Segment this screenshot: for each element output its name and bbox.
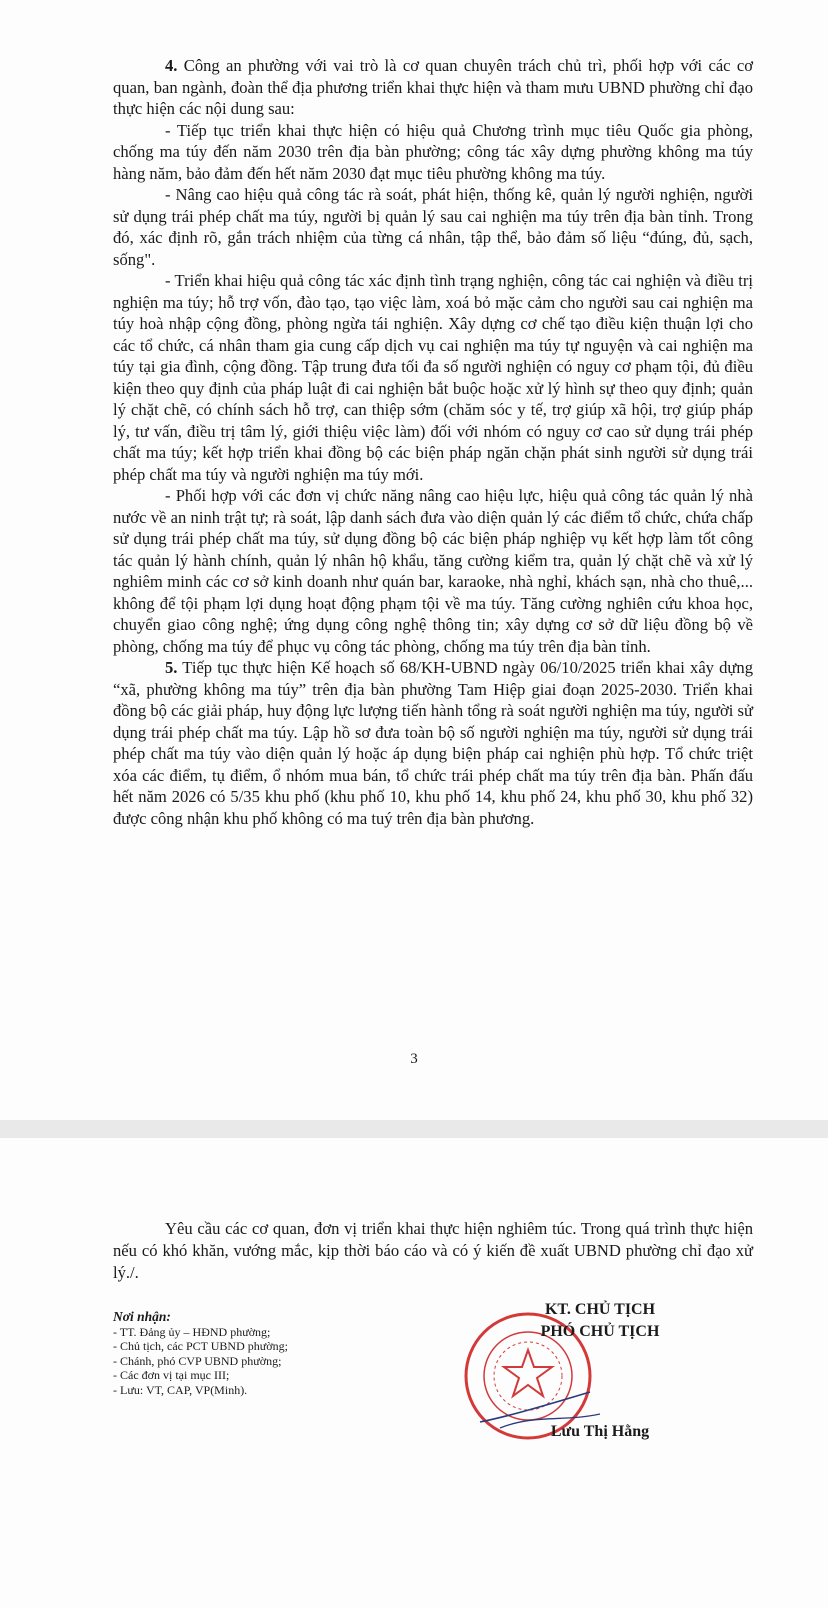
recipient-item: - Các đơn vị tại mục III; bbox=[113, 1368, 230, 1382]
paragraph-text: - Nâng cao hiệu quả công tác rà soát, phát hiện, thống kê, quản lý người nghiện, người sử dụng trái phép chất ma túy, người bị quản lý sau cai nghiện ma túy trên địa bàn tỉnh. Trong đó, xác định rõ, gắn trách nhiệm của từng cá nhân, tập thể, bảo đảm số liệu “đúng, đủ, sạch, sống". bbox=[113, 185, 753, 269]
paragraph-bullet bbox=[113, 120, 753, 185]
signature-block bbox=[440, 1301, 680, 1444]
sign-title-1: KT. CHỦ TỊCH bbox=[544, 1301, 656, 1318]
page-number: 3 bbox=[410, 1051, 418, 1067]
paragraph-bullet bbox=[113, 270, 753, 485]
recipient-item: - Chủ tịch, các PCT UBND phường; bbox=[113, 1339, 288, 1353]
item-number: 4. bbox=[165, 56, 178, 75]
paragraph-text: - Phối hợp với các đơn vị chức năng nâng cao hiệu lực, hiệu quả công tác quản lý nhà nước về an ninh trật tự; rà soát, lập danh sách đưa vào diện quản lý các điểm tổ chức, chứa chấp sử dụng trái phép chất ma túy, sử dụng đồng bộ các biện pháp nghiệp vụ kết hợp làm tốt công tác quản lý hành chính, quản lý nhân hộ khẩu, tăng cường kiểm tra, quản lý chặt chẽ và xử lý nghiêm minh các cơ sở kinh doanh như quán bar, karaoke, nhà nghỉ, khách sạn, nhà cho thuê,... không để tội phạm lợi dụng hoạt động phạm tội về ma túy. Tăng cường nghiên cứu khoa học, chuyển giao công nghệ; ứng dụng công nghệ thông tin; xây dựng cơ sở dữ liệu đồng bộ về phòng, chống ma túy để phục vụ công tác phòng, chống ma túy trên địa bàn tỉnh. bbox=[113, 486, 753, 656]
document-page-2 bbox=[0, 1138, 828, 1608]
body-text bbox=[113, 55, 753, 829]
recipient-item: - Chánh, phó CVP UBND phường; bbox=[113, 1353, 282, 1368]
paragraph-4 bbox=[113, 55, 753, 120]
paragraph-text: - Tiếp tục triển khai thực hiện có hiệu quả Chương trình mục tiêu Quốc gia phòng, chống ma túy đến năm 2030 trên địa bàn phường; công tác xây dựng phường không ma túy hàng năm, bảo đảm đến hết năm 2030 đạt mục tiêu phường không ma túy. bbox=[113, 120, 753, 183]
paragraph-text: Công an phường với vai trò là cơ quan chuyên trách chủ trì, phối hợp với các cơ quan, ban ngành, đoàn thể địa phương triển khai thực hiện và tham mưu UBND phường chỉ đạo thực hiện các nội dung sau: bbox=[113, 56, 753, 118]
paragraph-text: - Triển khai hiệu quả công tác xác định tình trạng nghiện, công tác cai nghiện và điều trị nghiện ma túy; hỗ trợ vốn, đào tạo, tạo việc làm, xoá bỏ mặc cảm cho người sau cai nghiện ma túy hoà nhập cộng đồng, phòng ngừa tái nghiện. Xây dựng cơ chế tạo điều kiện thuận lợi cho các tổ chức, cá nhân tham gia cung cấp dịch vụ cai nghiện ma túy tự nguyện và cai nghiện ma túy tại gia đình, cộng đồng. Tập trung đưa tối đa số người nghiện có nguy cơ phạm tội, đủ điều kiện theo quy định của pháp luật đi cai nghiện bắt buộc hoặc xử lý hình sự theo quy định; quản lý chặt chẽ, có chính sách hỗ trợ, can thiệp sớm (chăm sóc y tế, trợ giúp xã hội, trợ giúp pháp lý, tư vấn, điều trị tâm lý, giới thiệu việc làm) đối với nhóm có nguy cơ cao sử dụng trái phép chất ma túy; kết hợp triển khai đồng bộ các biện pháp ngăn chặn phát sinh người sử dụng trái phép chất ma túy và người nghiện ma túy mới. bbox=[113, 271, 753, 484]
paragraph-text: Tiếp tục thực hiện Kế hoạch số 68/KH-UBND ngày 06/10/2025 triển khai xây dựng “xã, phường không ma túy” trên địa bàn phường Tam Hiệp giai đoạn 2025-2030. Triển khai đồng bộ các giải pháp, huy động lực lượng tiến hành tổng rà soát người nghiện ma túy, người sử dụng trái phép chất ma túy. Lập hồ sơ đưa toàn bộ số người nghiện ma túy, người sử dụng trái phép chất ma túy vào diện quản lý hoặc áp dụng biện pháp cai nghiện phù hợp. Tổ chức triệt xóa các điểm, tụ điểm, ổ nhóm mua bán, tổ chức trái phép chất ma túy trên địa bàn. Phấn đấu hết năm 2026 có 5/35 khu phố (khu phố 10, khu phố 14, khu phố 24, khu phố 30, khu phố 32) được công nhận khu phố không có ma tuý trên địa bàn phương. bbox=[113, 658, 753, 828]
sign-title-2: PHÓ CHỦ TỊCH bbox=[540, 1323, 660, 1340]
signer-name: Lưu Thị Hằng bbox=[550, 1423, 650, 1440]
paragraph-5 bbox=[113, 657, 753, 829]
recipients-block bbox=[113, 1310, 393, 1397]
paragraph-bullet bbox=[113, 485, 753, 657]
item-number: 5. bbox=[165, 658, 178, 677]
recipients-title: Nơi nhận: bbox=[113, 1309, 171, 1324]
recipient-item: - TT. Đảng ủy – HĐND phường; bbox=[113, 1324, 271, 1339]
recipient-item: - Lưu: VT, CAP, VP(Minh). bbox=[113, 1382, 248, 1397]
paragraph-bullet bbox=[113, 184, 753, 270]
closing-paragraph: Yêu cầu các cơ quan, đơn vị triển khai thực hiện nghiêm túc. Trong quá trình thực hiện nếu có khó khăn, vướng mắc, kịp thời báo cáo và có ý kiến đề xuất UBND phường chỉ đạo xử lý./. bbox=[113, 1219, 753, 1282]
